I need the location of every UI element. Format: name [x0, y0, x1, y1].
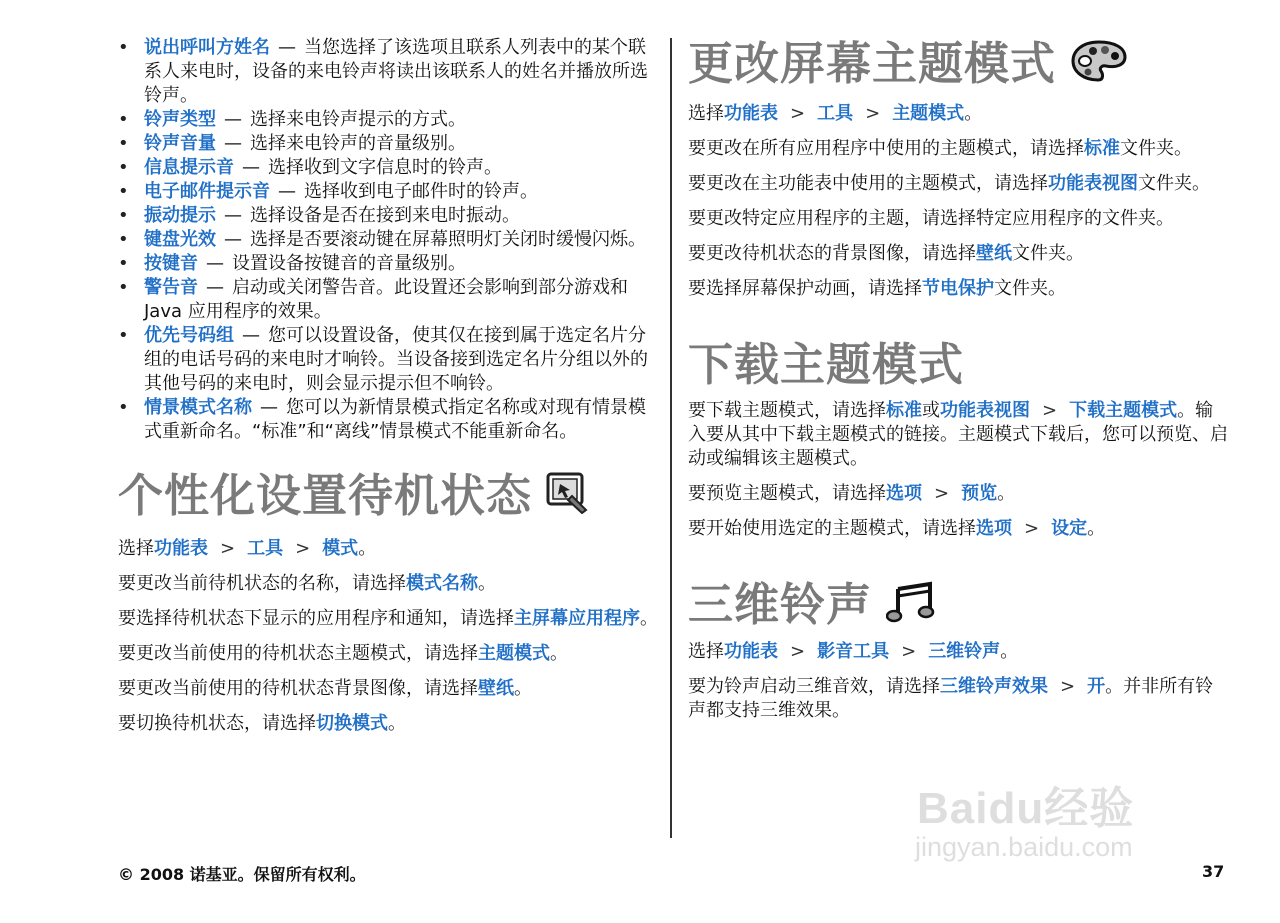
option-description: 您可以设置设备，使其仅在接到属于选定名片分组的电话号码的来电时才响铃。当设备接到选定名片分组以外的其他号码的来电时，则会显示提示但不响铃。: [144, 325, 648, 394]
list-item: [118, 252, 658, 276]
link-menu-view[interactable]: 功能表视图: [940, 399, 1030, 421]
paragraph: [688, 399, 1228, 471]
period: 。: [358, 538, 377, 559]
nav-path: [688, 102, 1228, 126]
dash: —: [224, 109, 242, 130]
link-theme[interactable]: 主题模式: [478, 643, 550, 664]
option-name[interactable]: 振动提示: [144, 205, 216, 226]
dash: —: [206, 277, 224, 298]
nav-link-themes[interactable]: 主题模式: [892, 102, 965, 124]
option-description: 选择是否要滚动键在屏幕照明灯关闭时缓慢闪烁。: [250, 229, 646, 250]
paragraph-text: 要更改在主功能表中使用的主题模式，请选择: [688, 172, 1048, 194]
nav-link-tools[interactable]: 工具: [247, 538, 284, 559]
period: 。: [964, 102, 983, 124]
nav-separator: >: [901, 640, 917, 662]
option-name[interactable]: 情景模式名称: [144, 397, 252, 418]
bullet: •: [118, 397, 129, 418]
paragraph: [688, 137, 1228, 161]
period: 。: [388, 713, 406, 734]
option-name[interactable]: 键盘光效: [144, 229, 216, 250]
link-standard[interactable]: 标准: [886, 399, 922, 421]
bullet: •: [118, 253, 129, 274]
select-prefix: 选择: [688, 640, 724, 662]
option-name[interactable]: 铃声音量: [144, 133, 216, 154]
nav-link-menu[interactable]: 功能表: [724, 102, 778, 124]
nav-separator: >: [790, 640, 806, 662]
paragraph: [688, 482, 1228, 506]
section-title-download: [688, 337, 1228, 393]
option-name[interactable]: 按键音: [144, 253, 198, 274]
nav-separator: >: [1060, 675, 1076, 697]
select-prefix: 选择: [118, 538, 154, 559]
link-home-apps[interactable]: 主屏幕应用程序: [514, 608, 640, 629]
dash: —: [278, 37, 296, 58]
list-item: [118, 204, 658, 228]
period: 。: [514, 678, 532, 699]
nav-path: [688, 640, 1228, 664]
paragraph: [688, 517, 1228, 541]
paragraph: 要更改特定应用程序的主题，请选择特定应用程序的文件夹。: [688, 207, 1174, 229]
period: 。: [1000, 640, 1019, 662]
dash: —: [242, 325, 260, 346]
list-item: [118, 324, 658, 396]
link-mode-name[interactable]: 模式名称: [406, 573, 478, 594]
paragraph-text: 文件夹。: [1012, 242, 1084, 264]
list-item: [118, 396, 658, 444]
section-title-text: 个性化设置待机状态: [118, 469, 533, 522]
bullet: •: [118, 157, 129, 178]
paragraph-text: 要切换待机状态，请选择: [118, 713, 316, 734]
dash: —: [260, 397, 278, 418]
bullet: •: [118, 37, 129, 58]
section-title-text: 下载主题模式: [688, 337, 965, 391]
bullet: •: [118, 133, 129, 154]
nav-separator: >: [1024, 517, 1040, 539]
period: 。: [478, 573, 496, 594]
paragraph-text: 要更改当前使用的待机状态背景图像，请选择: [118, 678, 478, 699]
bullet: •: [118, 229, 129, 250]
paragraph-text: 。输入要从其中下载主题模式的链接。主题模式下载后，您可以预览、启动或编辑该主题模式。: [688, 399, 1228, 469]
bullet: •: [118, 205, 129, 226]
paragraph: [118, 572, 658, 596]
paragraph-text: 文件夹。: [994, 277, 1066, 299]
bullet: •: [118, 109, 129, 130]
period: 。: [550, 643, 568, 664]
option-name[interactable]: 说出呼叫方姓名: [144, 37, 270, 58]
nav-link-media-tools[interactable]: 影音工具: [817, 640, 890, 662]
dash: —: [206, 253, 224, 274]
option-name[interactable]: 铃声类型: [144, 109, 216, 130]
section-title-3d-tones: [688, 577, 1228, 636]
right-column: [688, 36, 1228, 723]
nav-link-modes[interactable]: 模式: [322, 538, 359, 559]
paragraph-text: 要下载主题模式，请选择: [688, 399, 886, 421]
paragraph: [688, 172, 1228, 196]
paragraph-text: 要选择屏幕保护动画，请选择: [688, 277, 922, 299]
option-description: 启动或关闭警告音。此设置还会影响到部分游戏和 Java 应用程序的效果。: [144, 277, 628, 322]
link-power-saver[interactable]: 节电保护: [922, 277, 994, 299]
nav-separator: >: [220, 538, 236, 559]
left-column: [118, 36, 658, 736]
option-description: 选择设备是否在接到来电时振动。: [250, 205, 520, 226]
music-notes-icon: [886, 580, 938, 636]
link-on[interactable]: 开: [1087, 675, 1106, 697]
section-title-theme: [688, 36, 1228, 96]
paragraph-text: 。并非所有铃声都支持三维效果。: [688, 675, 1214, 721]
paragraph: [688, 277, 1228, 301]
watermark-url: jingyan.baidu.com: [915, 832, 1133, 862]
paragraph-text: 要更改当前使用的待机状态主题模式，请选择: [118, 643, 478, 664]
option-description: 设置设备按键音的音量级别。: [232, 253, 466, 274]
link-wallpaper[interactable]: 壁纸: [478, 678, 514, 699]
paragraph: [688, 242, 1228, 266]
option-description: 选择收到文字信息时的铃声。: [268, 157, 502, 178]
dash: —: [224, 205, 242, 226]
nav-separator: >: [1042, 399, 1058, 421]
bullet: •: [118, 277, 129, 298]
link-set[interactable]: 设定: [1051, 517, 1088, 539]
nav-path: [118, 537, 658, 561]
list-item: [118, 180, 658, 204]
nav-separator: >: [790, 102, 806, 124]
bullet: •: [118, 181, 129, 202]
bullet: •: [118, 325, 129, 346]
nav-separator: >: [865, 102, 881, 124]
paragraph-text: 或: [922, 399, 940, 421]
option-name[interactable]: 警告音: [144, 277, 198, 298]
paragraph: [118, 642, 658, 666]
option-name[interactable]: 电子邮件提示音: [144, 181, 270, 202]
nav-separator: >: [295, 538, 311, 559]
paragraph: [118, 677, 658, 701]
list-item: [118, 228, 658, 252]
period: 。: [997, 482, 1016, 504]
list-item: [118, 36, 658, 108]
paragraph: [688, 675, 1228, 723]
nav-separator: >: [934, 482, 950, 504]
settings-list: [118, 36, 658, 444]
option-description: 您可以为新情景模式指定名称或对现有情景模式重新命名。“标准”和“离线”情景模式不能重新命名。: [144, 397, 646, 442]
nav-link-menu[interactable]: 功能表: [154, 538, 208, 559]
option-name[interactable]: 信息提示音: [144, 157, 234, 178]
period: 。: [1087, 517, 1106, 539]
watermark-logo: Baidu经验: [917, 784, 1135, 833]
dash: —: [242, 157, 260, 178]
paragraph-text: 要开始使用选定的主题模式，请选择: [688, 517, 976, 539]
link-switch-mode[interactable]: 切换模式: [316, 713, 388, 734]
select-prefix: 选择: [688, 102, 724, 124]
link-download-theme[interactable]: 下载主题模式: [1069, 399, 1178, 421]
paragraph-text: 文件夹。: [1120, 137, 1192, 159]
column-divider: [670, 38, 672, 838]
option-description: 选择来电铃声的音量级别。: [250, 133, 466, 154]
nav-link-tools[interactable]: 工具: [817, 102, 854, 124]
link-standard[interactable]: 标准: [1084, 137, 1120, 159]
option-description: 选择来电铃声提示的方式。: [250, 109, 466, 130]
list-item: [118, 276, 658, 324]
paragraph-text: 要选择待机状态下显示的应用程序和通知，请选择: [118, 608, 514, 629]
link-options[interactable]: 选项: [976, 517, 1012, 539]
idle-screen-icon: [546, 471, 592, 527]
dash: —: [224, 133, 242, 154]
nav-link-menu[interactable]: 功能表: [724, 640, 778, 662]
section-title-idle: [118, 468, 658, 527]
nav-link-3d-tones[interactable]: 三维铃声: [928, 640, 1001, 662]
option-description: 当您选择了该选项且联系人列表中的某个联系人来电时，设备的来电铃声将读出该联系人的姓名并播放所选铃声。: [144, 37, 648, 106]
link-options[interactable]: 选项: [886, 482, 922, 504]
paragraph-text: 要预览主题模式，请选择: [688, 482, 886, 504]
section-title-text: 更改屏幕主题模式: [688, 37, 1057, 90]
section-title-text: 三维铃声: [688, 577, 873, 631]
paragraph-text: 要为铃声启动三维音效，请选择: [688, 675, 940, 697]
period: 。: [640, 608, 658, 629]
link-preview[interactable]: 预览: [961, 482, 998, 504]
list-item: [118, 156, 658, 180]
list-item: [118, 108, 658, 132]
paragraph-text: 要更改在所有应用程序中使用的主题模式，请选择: [688, 137, 1084, 159]
option-description: 选择收到电子邮件时的铃声。: [304, 181, 538, 202]
link-menu-view[interactable]: 功能表视图: [1048, 172, 1138, 194]
paragraph: [118, 607, 658, 631]
paragraph: [118, 712, 658, 736]
watermark: [905, 772, 1205, 872]
list-item: [118, 132, 658, 156]
palette-icon: [1070, 39, 1128, 96]
dash: —: [278, 181, 296, 202]
paragraph-text: 要更改当前待机状态的名称，请选择: [118, 573, 406, 594]
link-wallpaper[interactable]: 壁纸: [976, 242, 1012, 264]
dash: —: [224, 229, 242, 250]
copyright: © 2008 诺基亚。保留所有权利。: [118, 865, 366, 884]
paragraph-text: 文件夹。: [1138, 172, 1210, 194]
page-number: 37: [1202, 862, 1225, 881]
paragraph-text: 要更改待机状态的背景图像，请选择: [688, 242, 976, 264]
option-name[interactable]: 优先号码组: [144, 325, 234, 346]
link-3d-effects[interactable]: 三维铃声效果: [940, 675, 1048, 697]
